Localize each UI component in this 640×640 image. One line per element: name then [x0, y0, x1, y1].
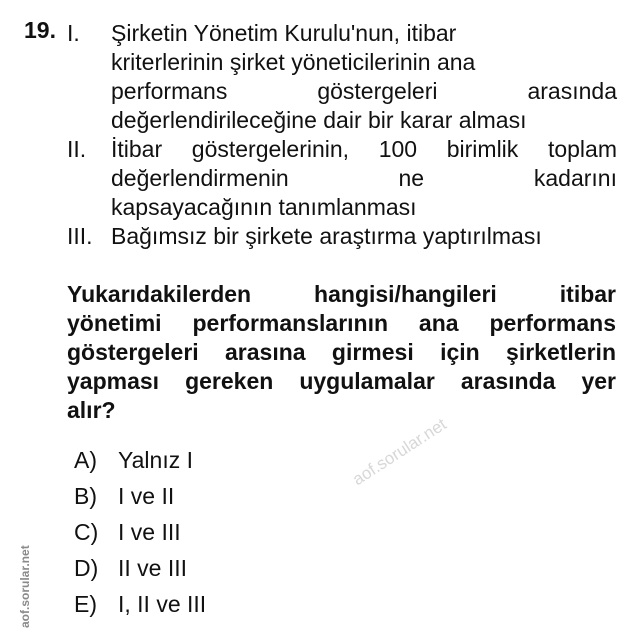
stem-line-4: yapması gereken uygulamalar arasında yer: [67, 368, 616, 394]
option-b-letter: B): [74, 483, 97, 509]
item-1-line-3: performans göstergeleri arasında: [111, 78, 617, 104]
item-1-line-2: kriterlerinin şirket yöneticilerinin ana: [111, 49, 476, 75]
option-a-text: Yalnız I: [118, 447, 193, 473]
option-e-text: I, II ve III: [118, 591, 207, 617]
item-numeral-1: I.: [67, 20, 80, 46]
item-2-line-1: İtibar göstergelerinin, 100 birimlik toplam: [111, 136, 617, 162]
item-2-line-2: değerlendirmenin ne kadarını: [111, 165, 617, 191]
option-d-letter: D): [74, 555, 99, 581]
option-c-letter: C): [74, 519, 99, 545]
option-b-text: I ve II: [118, 483, 175, 509]
stem-line-1: Yukarıdakilerden hangisi/hangileri itibar: [67, 281, 616, 307]
option-c-text: I ve III: [118, 519, 181, 545]
item-numeral-2: II.: [67, 136, 87, 162]
watermark-side: aof.sorular.net: [18, 545, 32, 628]
option-d-text: II ve III: [118, 555, 188, 581]
question-number: 19.: [24, 17, 56, 43]
item-3-line-1: Bağımsız bir şirkete araştırma yaptırılması: [111, 223, 542, 249]
item-numeral-3: III.: [67, 223, 93, 249]
stem-line-5: alır?: [67, 397, 116, 423]
option-a-letter: A): [74, 447, 97, 473]
item-2-line-3: kapsayacağının tanımlanması: [111, 194, 417, 220]
watermark-diagonal: aof.sorular.net: [349, 414, 450, 490]
stem-line-2: yönetimi performanslarının ana performans: [67, 310, 616, 336]
item-1-line-4: değerlendirileceğine dair bir karar alması: [111, 107, 527, 133]
option-e-letter: E): [74, 591, 97, 617]
stem-line-3: göstergeleri arasına girmesi için şirketlerin: [67, 339, 616, 365]
item-1-line-1: Şirketin Yönetim Kurulu'nun, itibar: [111, 20, 457, 46]
